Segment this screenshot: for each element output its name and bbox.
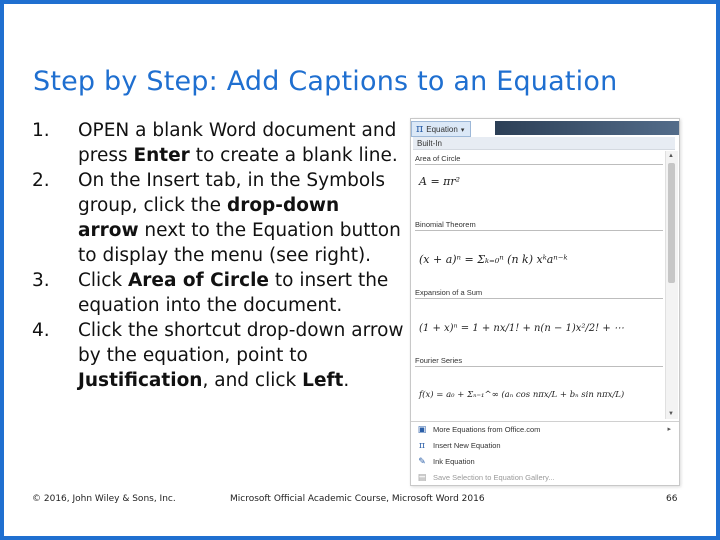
gallery-item-label: Binomial Theorem xyxy=(415,219,663,231)
ink-equation-menu-item[interactable] xyxy=(411,454,679,470)
menu-item-label: Insert New Equation xyxy=(433,441,501,450)
footer-page-number: 66 xyxy=(666,494,678,504)
chevron-down-icon[interactable]: ▾ xyxy=(460,127,465,134)
gallery-item-area-of-circle[interactable] xyxy=(415,153,663,203)
menu-item-label: Ink Equation xyxy=(433,457,475,466)
equation-preview xyxy=(415,367,663,419)
gallery-commands xyxy=(411,421,679,486)
step-item xyxy=(32,168,404,268)
insert-new-equation-menu-item[interactable] xyxy=(411,438,679,454)
save-icon: ▤ xyxy=(417,473,427,483)
formula-text: (x + a)ⁿ = Σₖ₌₀ⁿ (n k) xᵏaⁿ⁻ᵏ xyxy=(419,253,568,266)
slide-title: Step by Step: Add Captions to an Equation xyxy=(33,66,618,97)
submenu-arrow-icon: ▸ xyxy=(667,426,671,433)
step-text-part: . xyxy=(343,370,350,391)
pi-icon: π xyxy=(419,441,425,451)
step-text-part: next to the Equation button to display the menu (see right). xyxy=(78,220,401,266)
gallery-item-label: Area of Circle xyxy=(415,153,663,165)
equation-preview xyxy=(415,165,663,203)
equation-gallery-menu xyxy=(410,118,680,486)
gallery-section-header: Built-In xyxy=(413,137,675,150)
menu-item-label: More Equations from Office.com xyxy=(433,425,541,434)
gallery-item-label: Expansion of a Sum xyxy=(415,287,663,299)
step-text-part: to create a blank line. xyxy=(189,145,398,166)
ribbon-background xyxy=(495,121,679,135)
ink-icon: ✎ xyxy=(418,457,426,467)
formula-text: (1 + x)ⁿ = 1 + nx/1! + n(n − 1)x²/2! + ⋯ xyxy=(419,323,624,334)
step-text-part: , and click xyxy=(202,370,303,391)
footer-copyright: © 2016, John Wiley & Sons, Inc. xyxy=(32,494,176,504)
step-number: 1. xyxy=(32,120,50,141)
equation-preview xyxy=(415,231,663,287)
step-text-part: On the Insert tab, in the Symbols group, click the xyxy=(78,170,385,216)
area-of-circle-formula xyxy=(415,165,663,203)
step-text-bold: Justification xyxy=(78,370,203,391)
equation-button-label: Equation xyxy=(426,125,458,134)
footer-course: Microsoft Official Academic Course, Microsoft Word 2016 xyxy=(230,494,485,504)
menu-header xyxy=(411,119,679,139)
formula-text: f(x) = a₀ + Σₙ₌₁^∞ (aₙ cos nπx/L + bₙ sin nπx/L) xyxy=(419,390,625,400)
equation-preview xyxy=(415,299,663,355)
expansion-of-a-sum-formula xyxy=(415,299,663,355)
step-number: 3. xyxy=(32,270,50,291)
step-item xyxy=(32,318,404,393)
save-selection-menu-item[interactable] xyxy=(411,470,679,486)
step-text-part: Click xyxy=(78,270,128,291)
gallery-item-expansion-of-a-sum[interactable] xyxy=(415,287,663,355)
step-text xyxy=(78,120,398,166)
scrollbar-thumb[interactable] xyxy=(668,163,675,283)
formula-text: A = πr² xyxy=(419,175,461,188)
step-text xyxy=(78,270,388,316)
equation-dropdown-button[interactable] xyxy=(411,121,471,137)
step-text-part: Click the shortcut drop-down arrow by the equation, point to xyxy=(78,320,404,366)
gallery-item-label: Fourier Series xyxy=(415,355,663,367)
menu-item-label: Save Selection to Equation Gallery... xyxy=(433,473,555,482)
scroll-up-icon[interactable]: ▲ xyxy=(668,153,674,159)
step-number: 4. xyxy=(32,320,50,341)
step-text-part: to insert the equation into the document. xyxy=(78,270,389,316)
step-text-bold: Area of Circle xyxy=(127,270,269,291)
step-number: 2. xyxy=(32,170,50,191)
office-icon: ▣ xyxy=(417,425,427,435)
step-text-bold: Enter xyxy=(133,145,190,166)
step-text xyxy=(78,320,404,391)
binomial-theorem-formula xyxy=(415,231,663,287)
step-text-part: OPEN a blank Word document and press xyxy=(78,120,397,166)
pi-icon: π xyxy=(416,122,424,135)
step-text xyxy=(78,170,401,266)
steps-list xyxy=(32,118,404,393)
more-equations-menu-item[interactable] xyxy=(411,422,679,438)
fourier-series-formula xyxy=(415,367,663,419)
scroll-down-icon[interactable]: ▼ xyxy=(668,411,674,417)
step-item xyxy=(32,118,404,168)
gallery-scrollbar[interactable] xyxy=(665,151,678,419)
step-text-bold: drop-down arrow xyxy=(78,195,340,241)
gallery-item-binomial-theorem[interactable] xyxy=(415,219,663,287)
gallery-item-fourier-series[interactable] xyxy=(415,355,663,419)
step-text-bold: Left xyxy=(302,370,344,391)
step-item xyxy=(32,268,404,318)
